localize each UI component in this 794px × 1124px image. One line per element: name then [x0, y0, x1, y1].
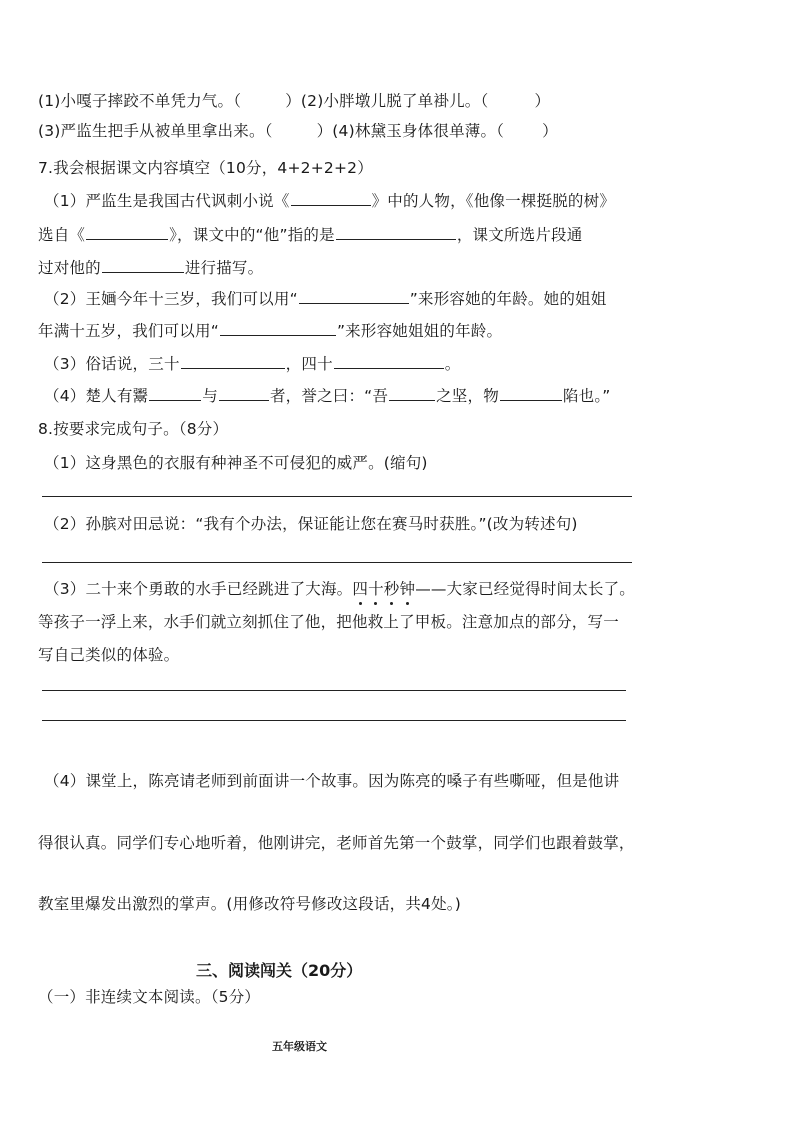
q7-blank-sell-2[interactable] — [219, 385, 269, 401]
q7-blank-he[interactable] — [336, 224, 456, 240]
emphasis-char: 四 — [352, 580, 369, 598]
q8-s3-dotted-phrase — [352, 580, 415, 598]
q7-blank-source[interactable] — [86, 224, 168, 240]
q7-blank-novel[interactable] — [291, 190, 371, 206]
q8-s2: （2）孙膑对田忌说：“我有个办法，保证能让您在赛马时获胜。”(改为转述句) — [44, 515, 578, 533]
q7-blank-forty[interactable] — [334, 353, 444, 369]
q8-s4-line-3: 教室里爆发出激烈的掌声。(用修改符号修改这段话，共4处。) — [38, 895, 462, 913]
emphasis-char: 钟 — [399, 580, 416, 598]
q6-item-3-text: (3)严监生把手从被单里拿出来。（ — [38, 122, 273, 140]
q7-s1-line-2: 选自《 》，课文中的“他”指的是 ，课文所选片段通 — [38, 226, 583, 244]
q8-title: 8.按要求完成句子。（8分） — [38, 420, 229, 438]
q6-row-1: (1)小嘎子摔跤不单凭力气。（ ）(2)小胖墩儿脱了单褂儿。（ ） — [38, 92, 551, 110]
q6-item-1-text: (1)小嘎子摔跤不单凭力气。（ — [38, 92, 242, 110]
q6-item-4-text: ）(4)林黛玉身体很单薄。（ — [316, 122, 505, 140]
q7-s1-line-1: （1）严监生是我国古代讽刺小说《 》中的人物，《他像一棵挺脱的树》 — [44, 192, 616, 210]
q7-blank-age-13[interactable] — [299, 288, 409, 304]
q8-s3-answer-line-1[interactable] — [42, 690, 626, 691]
section-3-title: 三、阅读闯关（20分） — [196, 961, 363, 980]
q8-s3-line-1: （3）二十来个勇敢的水手已经跳进了大海。四十秒钟——大家已经觉得时间太长了。 — [44, 580, 635, 598]
q7-s2-line-2: 年满十五岁，我们可以用“ ”来形容她姐姐的年龄。 — [38, 322, 503, 340]
q6-item-2-text: ）(2)小胖墩儿脱了单褂儿。（ — [285, 92, 489, 110]
emphasis-char: 秒 — [383, 580, 400, 598]
q7-s2-line-1: （2）王婳今年十三岁，我们可以用“ ”来形容她的年龄。她的姐姐 — [44, 290, 607, 308]
q7-blank-sell-1[interactable] — [149, 385, 201, 401]
q8-s4-line-2: 得很认真。同学们专心地听着，他刚讲完，老师首先第一个鼓掌，同学们也跟着鼓掌， — [38, 834, 635, 852]
q8-s4-line-1: （4）课堂上，陈亮请老师到前面讲一个故事。因为陈亮的嗓子有些嘶哑，但是他讲 — [44, 772, 620, 790]
q8-s3-answer-line-2[interactable] — [42, 720, 626, 721]
q7-s3: （3）俗话说，三十 ，四十 。 — [44, 355, 461, 373]
q7-blank-mine[interactable] — [389, 385, 435, 401]
q7-blank-description[interactable] — [102, 257, 184, 273]
q8-s3-line-2: 等孩子一浮上来，水手们就立刻抓住了他，把他救上了甲板。注意加点的部分，写一 — [38, 613, 619, 631]
page-footer: 五年级语文 — [272, 1040, 327, 1053]
q7-s1-line-3: 过对他的 进行描写。 — [38, 259, 264, 277]
q8-s2-answer-line[interactable] — [42, 562, 632, 563]
q7-s4: （4）楚人有鬻 与 者，誉之曰：“吾 之坚，物 陷也。” — [44, 387, 611, 405]
q7-blank-thirty[interactable] — [181, 353, 285, 369]
q7-blank-age-15[interactable] — [220, 320, 336, 336]
q8-s1: （1）这身黑色的衣服有种神圣不可侵犯的威严。(缩句) — [44, 454, 428, 472]
q7-title: 7.我会根据课文内容填空（10分，4+2+2+2） — [38, 159, 373, 177]
q8-s1-answer-line[interactable] — [42, 496, 632, 497]
q8-s3-line-3: 写自己类似的体验。 — [38, 646, 180, 664]
section-3-sub-1: （一）非连续文本阅读。（5分） — [38, 988, 261, 1006]
q6-row-2: (3)严监生把手从被单里拿出来。（ ）(4)林黛玉身体很单薄。（ ） — [38, 122, 558, 140]
emphasis-char: 十 — [368, 580, 384, 598]
q7-blank-none[interactable] — [500, 385, 562, 401]
